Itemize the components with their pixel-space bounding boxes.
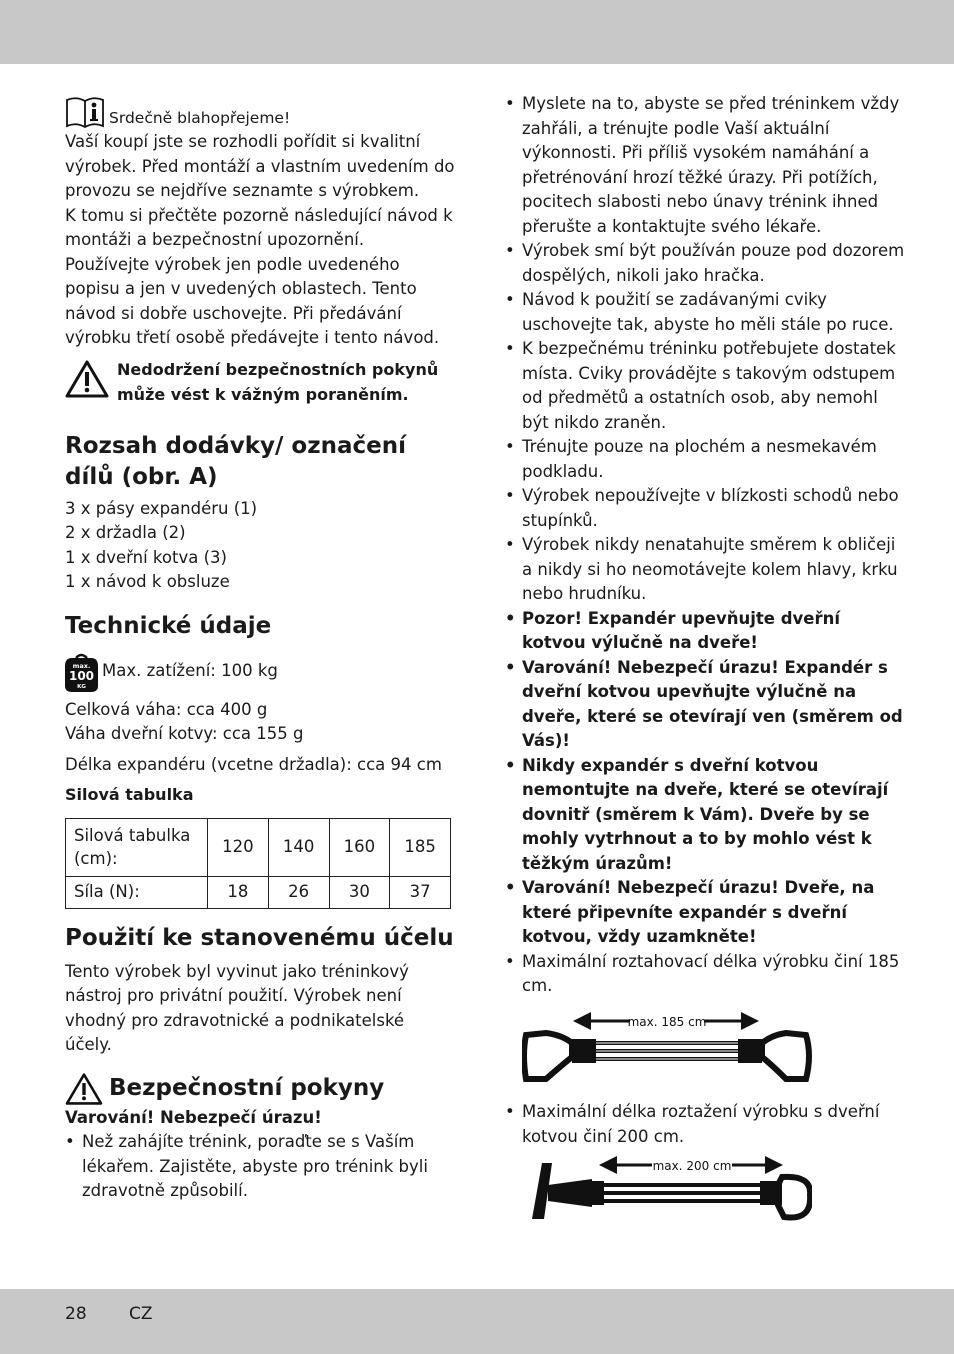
table-cell: Síla (N): — [66, 876, 208, 908]
info-book-icon — [65, 96, 105, 130]
page-number: 28 — [65, 1304, 87, 1324]
safety-list-right — [505, 92, 905, 999]
left-column — [65, 96, 455, 1204]
language-code: CZ — [129, 1304, 153, 1324]
list-item: • Trénujte pouze na plochém a nesmekavém podkladu. — [505, 435, 905, 484]
table-cell: 120 — [208, 818, 269, 876]
table-cell: 160 — [329, 818, 390, 876]
safety-subheading: Varování! Nebezpečí úrazu! — [65, 1107, 322, 1127]
table-row — [66, 876, 451, 908]
max-load-line — [65, 652, 455, 692]
intro-paragraph-3: Používejte výrobek jen podle uvedeného popisu a jen v uvedených oblastech. Tento návod si dobře uschovejte. Při předávání výrobku třetí osobě předávejte i tento návod. — [65, 254, 440, 347]
list-item: • Myslete na to, abyste se před tréninkem vždy zahřáli, a trénujte podle Vaší aktuální výkonnosti. Při příliš vysokém namáhání a přetrénování hrozí těžké úrazy. Při potížích, pocitech slabosti nebo únavy trénink ihned přerušte a kontaktujte svého lékaře. — [505, 92, 905, 239]
safety-heading: Bezpečnostní pokyny — [109, 1075, 385, 1101]
warning-triangle-icon — [65, 1072, 103, 1106]
list-item: • Návod k použití se zadávanými cviky uschovejte tak, abyste ho měli stále po ruce. — [505, 288, 905, 337]
expander-length: Délka expandéru (vcetne držadla): cca 94 cm — [65, 754, 442, 774]
list-item: • Výrobek nepoužívejte v blízkosti schodů nebo stupínků. — [505, 484, 905, 533]
expander-200cm-figure — [522, 1155, 812, 1225]
footer-bar — [0, 1289, 954, 1354]
list-item: • Maximální délka roztažení výrobku s dveřní kotvou činí 200 cm. — [505, 1100, 905, 1149]
table-cell: 30 — [329, 876, 390, 908]
total-weight: Celková váha: cca 400 g — [65, 699, 268, 719]
supply-list — [65, 497, 455, 595]
intro-warning-text: Nedodržení bezpečnostních pokynů může vést k vážným poraněním. — [117, 359, 439, 404]
max-load-text: Max. zatížení: 100 kg — [102, 661, 278, 681]
list-item: • Pozor! Expandér upevňujte dveřní kotvou výlučně na dveře! — [505, 607, 905, 656]
table-cell: 18 — [208, 876, 269, 908]
warning-triangle-icon — [65, 359, 109, 399]
force-table — [65, 818, 451, 909]
list-item: • Nikdy expandér s dveřní kotvou nemontujte na dveře, které se otevírají dovnitř (směrem k Vám). Dveře by se mohly vytrhnout a to by mohlo vést k těžkým úrazům! — [505, 754, 905, 877]
list-item: • Varování! Nebezpečí úrazu! Dveře, na které připevníte expandér s dveřní kotvou, vždy uzamkněte! — [505, 876, 905, 950]
table-row — [66, 818, 451, 876]
weight-icon-value: 100 — [68, 668, 95, 683]
safety-list-right-2 — [505, 1100, 905, 1149]
list-item: • Maximální roztahovací délka výrobku činí 185 cm. — [505, 950, 905, 999]
weight-icon-top: max. — [72, 661, 91, 670]
intro-paragraph-2: K tomu si přečtěte pozorně následující návod k montáži a bezpečnostní upozornění. — [65, 205, 453, 249]
fig2-label: max. 200 cm — [652, 1159, 732, 1173]
safety-heading-row — [65, 1072, 455, 1106]
table-cell: Silová tabulka (cm): — [66, 818, 208, 876]
anchor-weight: Váha dveřní kotvy: cca 155 g — [65, 724, 304, 743]
fig1-label: max. 185 cm — [627, 1014, 707, 1029]
list-item: • Varování! Nebezpečí úrazu! Expandér s dveřní kotvou upevňujte výlučně na dveře, které se otevírají ven (směrem od Vás)! — [505, 656, 905, 754]
supply-item: 2 x držadla (2) — [65, 523, 186, 542]
greeting-text: Srdečně blahopřejeme! — [109, 108, 291, 127]
intended-use-heading: Použití ke stanovenému účelu — [65, 924, 454, 951]
table-cell: 37 — [390, 876, 451, 908]
expander-185cm-figure — [522, 1005, 812, 1085]
list-item: • Než zahájíte trénink, poraďte se s Vaším lékařem. Zajistěte, abyste pro trénink byli zdravotně způsobilí. — [65, 1130, 455, 1204]
force-table-title: Silová tabulka — [65, 785, 194, 804]
table-cell: 140 — [268, 818, 329, 876]
top-bar — [0, 0, 954, 64]
weight-100kg-icon — [65, 652, 98, 692]
tech-heading: Technické údaje — [65, 612, 272, 639]
table-cell: 185 — [390, 818, 451, 876]
supply-item: 1 x dveřní kotva (3) — [65, 547, 227, 567]
intro-greeting-line — [65, 96, 455, 130]
safety-list-left — [65, 1130, 455, 1204]
supply-item: 1 x návod k obsluze — [65, 572, 230, 591]
list-item: • K bezpečnému tréninku potřebujete dostatek místa. Cviky provádějte s takovým odstupem od předmětů a ostatních osob, aby nemohl být nikdo zraněn. — [505, 337, 905, 435]
intended-use-text: Tento výrobek byl vyvinut jako tréninkový nástroj pro privátní použití. Výrobek není vhodný pro zdravotnické a podnikatelské účely. — [65, 961, 409, 1054]
list-item: • Výrobek nikdy nenatahujte směrem k obličeji a nikdy si ho neomotávejte kolem hlavy, krku nebo hrudníku. — [505, 533, 905, 607]
supply-heading: Rozsah dodávky/ označení dílů (obr. A) — [65, 432, 407, 490]
right-column — [505, 92, 905, 1241]
table-cell: 26 — [268, 876, 329, 908]
list-item: • Výrobek smí být používán pouze pod dozorem dospělých, nikoli jako hračka. — [505, 239, 905, 288]
intro-warning — [65, 357, 455, 407]
supply-item: 3 x pásy expandéru (1) — [65, 498, 258, 518]
weight-icon-unit: KG — [77, 683, 86, 690]
intro-paragraph-1: Vaší koupí jste se rozhodli pořídit si kvalitní výrobek. Před montáží a vlastním uvedením do provozu se nejdříve seznamte s výrobkem. — [65, 132, 455, 200]
